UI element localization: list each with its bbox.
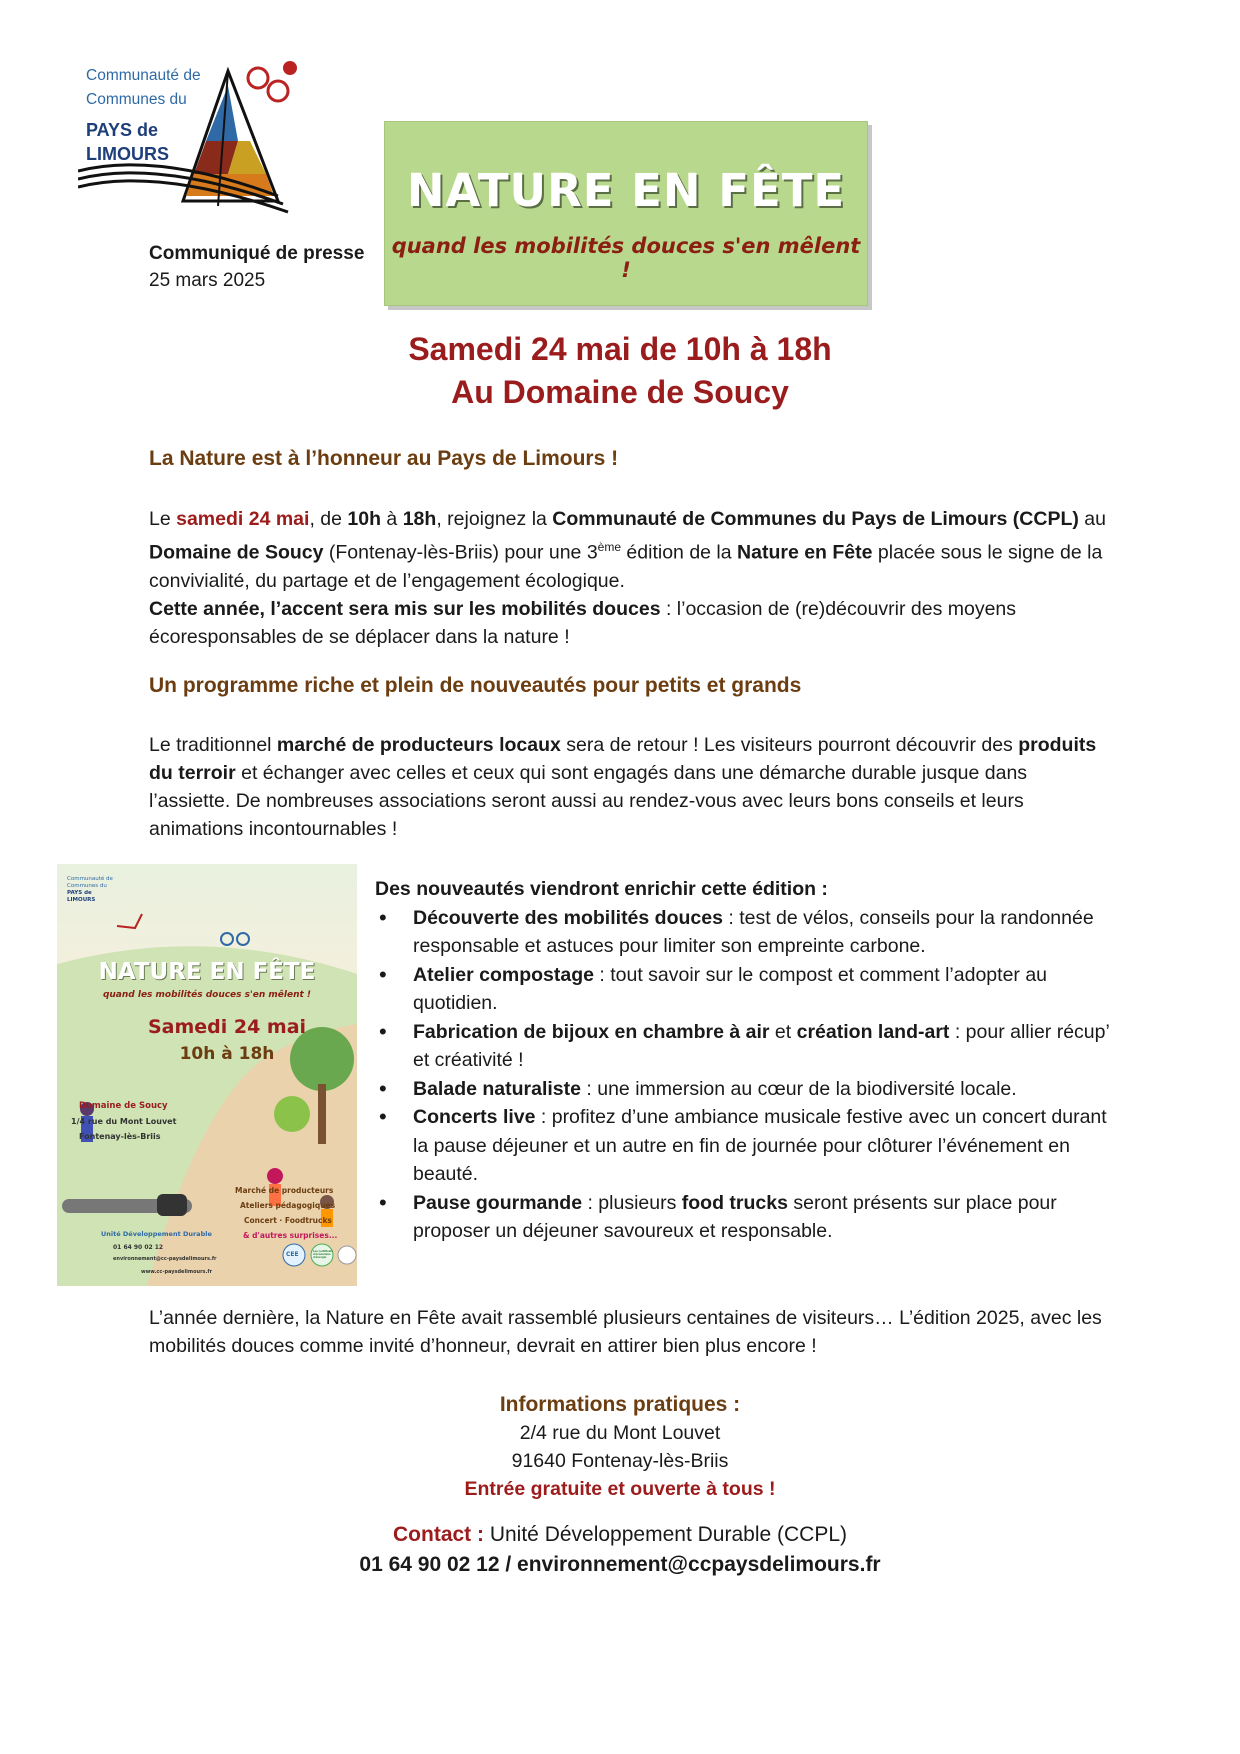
item-text: : profitez d’une ambiance musicale festive avec un concert durant la pause déjeuner et un autre en fin de journée pour clôturer l’événement en beauté. — [413, 1106, 1107, 1185]
item-text: seront présents sur place pour proposer un déjeuner savoureux et responsable. — [413, 1191, 1057, 1242]
s2-text-c: sera de retour ! Les visiteurs pourront découvrir des — [560, 734, 1019, 756]
p1-organizer: Communauté de Communes du Pays de Limours (CCPL) — [552, 508, 1079, 530]
novelties-list — [375, 904, 1115, 1246]
p1-text-l: édition de la — [621, 541, 738, 564]
flyer-logo-line4: LIMOURS — [67, 897, 96, 903]
item-title2: création land-art — [796, 1020, 950, 1043]
flyer-title: NATURE EN FÊTE — [98, 959, 316, 985]
p1-text-c: , de — [309, 508, 348, 530]
p2-text: : l’occasion de (re)découvrir des moyens écoresponsables de se déplacer dans la nature ! — [149, 597, 1017, 648]
list-item — [375, 1075, 1115, 1104]
closing-paragraph: L’année dernière, la Nature en Fête avait rassemblé plusieurs centaines de visiteurs… L’édition 2025, avec les mobilités douces comme invité d’honneur, devrait en attirer bien plus encore ! — [149, 1307, 1102, 1357]
flyer-place3: Fontenay-lès-Briis — [79, 1132, 161, 1141]
flyer-prog2: Ateliers pédagogiques — [240, 1201, 336, 1210]
section1-paragraph1 — [149, 505, 1109, 651]
item-title2: food trucks — [681, 1191, 788, 1214]
practical-info-entry: Entrée gratuite et ouverte à tous ! — [464, 1478, 776, 1500]
banner-subtitle: quand les mobilités douces s'en mêlent ! — [391, 234, 861, 282]
flyer-logo-line2: Communes du — [67, 883, 107, 889]
novelties-heading: Des nouveautés viendront enrichir cette édition : — [375, 878, 828, 900]
list-item — [375, 961, 1115, 1018]
s2-text-e: et échanger avec celles et ceux qui sont engagés dans une démarche durable jusque dans l’assiette. De nombreuses associations seront aussi au rendez-vous avec leurs bons conseils et leurs animations incontournables ! — [149, 762, 1028, 840]
p1-venue: Domaine de Soucy — [149, 541, 324, 564]
flyer-hours: 10h à 18h — [179, 1044, 275, 1064]
contact-line2: 01 64 90 02 12 / environnement@ccpaysdelimours.fr — [359, 1553, 881, 1576]
section2-heading: Un programme riche et plein de nouveautés pour petits et grands — [149, 674, 802, 697]
flyer-date: Samedi 24 mai — [147, 1016, 307, 1038]
logo-text-line1: Communauté de — [86, 67, 201, 84]
item-text: : pour allier récup’ et créativité ! — [413, 1020, 1110, 1071]
contact-line1 — [120, 1520, 1120, 1550]
press-release-label: Communiqué de presse — [149, 243, 365, 264]
item-text: : test de vélos, conseils pour la randonnée responsable et astuces pour limiter son empreinte carbone. — [413, 906, 1094, 957]
flyer-logo-line1: Communauté de — [67, 876, 113, 882]
p1-text-i: au — [1084, 508, 1106, 530]
contact-label: Contact : — [393, 1523, 484, 1546]
flyer-prog4: & d'autres surprises... — [243, 1231, 338, 1240]
p2-accent: Cette année, l’accent sera mis sur les mobilités douces — [149, 597, 661, 620]
contact-block — [120, 1520, 1120, 1580]
item-title: Fabrication de bijoux en chambre à air — [413, 1020, 770, 1043]
section2-paragraph — [149, 731, 1109, 843]
flyer-logo-line3: PAYS de — [67, 890, 92, 896]
nature-en-fete-banner — [384, 121, 868, 306]
list-item — [375, 1103, 1115, 1189]
p1-text-e: à — [381, 508, 403, 530]
p1-text-a: Le — [149, 508, 177, 530]
flyer-prog3: Concert · Foodtrucks — [244, 1216, 332, 1225]
logo-text-line4: LIMOURS — [86, 144, 169, 164]
p1-text-g: , rejoignez la — [436, 508, 553, 530]
s2-products: produits du terroir — [149, 734, 1097, 784]
flyer-subtitle: quand les mobilités douces s'en mêlent ! — [102, 990, 312, 1000]
item-title: Atelier compostage — [413, 963, 594, 986]
press-release-block — [149, 240, 364, 294]
practical-info-city: 91640 Fontenay-lès-Briis — [511, 1450, 729, 1472]
event-date-title: Samedi 24 mai de 10h à 18h — [408, 331, 832, 367]
item-title: Découverte des mobilités douces — [413, 906, 723, 929]
practical-info-address: 2/4 rue du Mont Louvet — [519, 1422, 721, 1444]
ccpl-logo — [78, 56, 318, 216]
flyer-place2: 1/4 rue du Mont Louvet — [71, 1117, 177, 1126]
p1-date: samedi 24 mai — [176, 508, 310, 530]
s2-text-a: Le traditionnel — [149, 734, 277, 756]
event-location-title: Au Domaine de Soucy — [451, 374, 789, 410]
item-title: Pause gourmande — [413, 1191, 583, 1214]
logo-text-line3a: PAYS de — [86, 120, 159, 140]
section1-heading: La Nature est à l’honneur au Pays de Limours ! — [149, 447, 619, 470]
list-item — [375, 904, 1115, 961]
event-flyer-image — [57, 864, 357, 1286]
p1-text-n: placée sous le signe de la convivialité, du partage et de l’engagement écologique. — [149, 541, 1103, 592]
contact-value: Unité Développement Durable (CCPL) — [484, 1523, 847, 1546]
flyer-unit: Unité Développement Durable — [101, 1230, 212, 1238]
flyer-cert: Les certificats d'économies d'énergie — [313, 1250, 333, 1259]
flyer-email: environnement@cc-paysdelimours.fr — [113, 1256, 217, 1262]
p1-start-hour: 10h — [347, 508, 382, 530]
novelties-list-block — [375, 875, 1115, 1246]
flyer-cee: CEE — [286, 1251, 299, 1258]
item-mid: et — [769, 1020, 797, 1043]
flyer-web: www.cc-paysdelimours.fr — [141, 1269, 213, 1275]
item-text: : une immersion au cœur de la biodiversité locale. — [580, 1077, 1017, 1100]
p1-event-name: Nature en Fête — [737, 541, 873, 564]
banner-title: NATURE EN FÊTE — [406, 164, 846, 217]
practical-info-block — [120, 1391, 1120, 1503]
p1-end-hour: 18h — [402, 508, 437, 530]
item-title: Balade naturaliste — [413, 1077, 581, 1100]
flyer-logo — [67, 876, 113, 904]
item-mid: : plusieurs — [582, 1191, 682, 1214]
p1-text-k: (Fontenay-lès-Briis) pour une 3 — [323, 541, 598, 564]
flyer-phone: 01 64 90 02 12 — [113, 1244, 164, 1251]
logo-text-line3 — [86, 118, 169, 166]
press-release-date: 25 mars 2025 — [149, 270, 266, 291]
list-item — [375, 1018, 1115, 1075]
s2-market: marché de producteurs locaux — [276, 734, 561, 756]
list-item — [375, 1189, 1115, 1246]
item-text: : tout savoir sur le compost et comment l’adopter au quotidien. — [413, 963, 1048, 1014]
logo-text-line2: Communes du — [86, 91, 187, 108]
p1-superscript: ème — [597, 540, 622, 554]
flyer-place1: Domaine de Soucy — [79, 1101, 168, 1111]
practical-info-heading: Informations pratiques : — [499, 1393, 741, 1416]
flyer-prog1: Marché de producteurs — [235, 1186, 334, 1195]
item-title: Concerts live — [413, 1106, 536, 1128]
